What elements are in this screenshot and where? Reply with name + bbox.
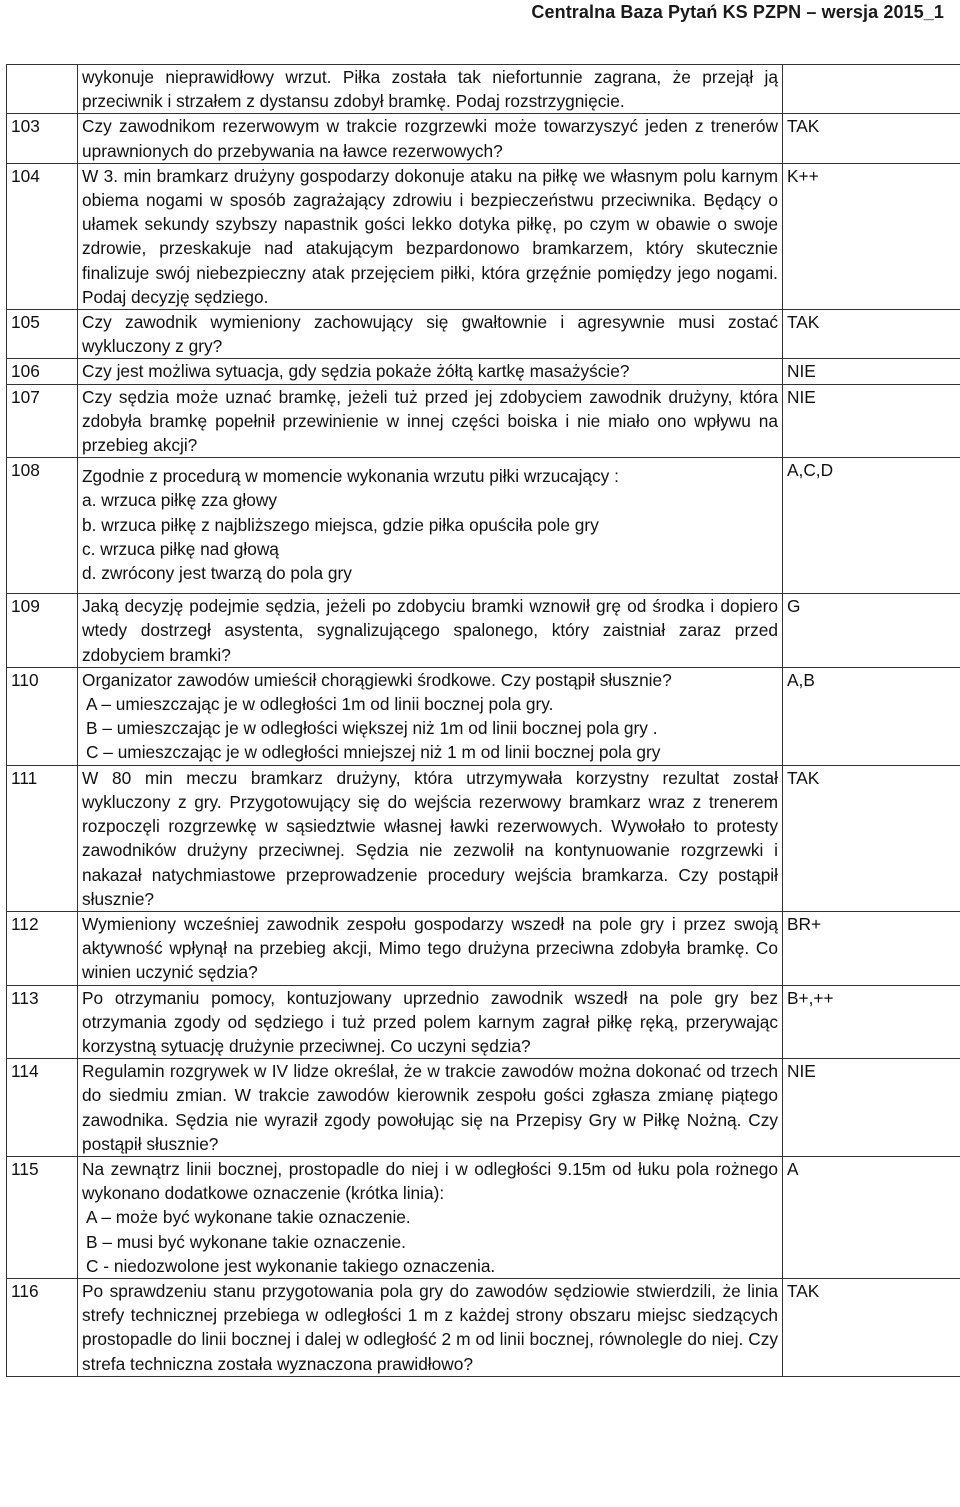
question-answer: A,B [783, 667, 960, 765]
answer-option: a. wrzuca piłkę zza głowy [82, 490, 277, 511]
question-answer: TAK [783, 1278, 960, 1376]
question-answer: BR+ [783, 911, 960, 985]
question-answer: A,C,D [783, 458, 960, 594]
answer-option: A – może być wykonane takie oznaczenie. [86, 1207, 411, 1228]
question-text [78, 458, 783, 594]
question-number: 105 [7, 310, 78, 359]
question-number: 115 [7, 1156, 78, 1278]
table-row [7, 359, 960, 384]
table-row [7, 985, 960, 1059]
table-row [7, 1059, 960, 1157]
question-text: Czy sędzia może uznać bramkę, jeżeli tuż przed jej zdobyciem zawodnik drużyny, która zdobyła bramkę popełnił przewinienie w innej części boiska i nie miało ono wpływu na przebieg akcji? [78, 384, 783, 458]
question-stem: Na zewnątrz linii bocznej, prostopadle do niej i w odległości 9.15m od łuku pola rożnego wykonano dodatkowe oznaczenie (krótka linia): [82, 1158, 778, 1204]
answer-option: b. wrzuca piłkę z najbliższego miejsca, gdzie piłka opuściła pole gry [82, 514, 599, 535]
question-answer: NIE [783, 384, 960, 458]
question-text: Jaką decyzję podejmie sędzia, jeżeli po zdobyciu bramki wznowił grę od środka i dopiero wtedy dostrzegł asystenta, sygnalizującego spalonego, który zaistniał zaraz przed zdobyciem bramki? [78, 594, 783, 668]
question-text: Czy jest możliwa sytuacja, gdy sędzia pokaże żółtą kartkę masażyście? [78, 359, 783, 384]
answer-option: c. wrzuca piłkę nad głową [82, 538, 279, 559]
question-text: Czy zawodnikom rezerwowym w trakcie rozgrzewki może towarzyszyć jeden z trenerów uprawnionych do przebywania na ławce rezerwowych? [78, 114, 783, 163]
question-text: W 3. min bramkarz drużyny gospodarzy dokonuje ataku na piłkę we własnym polu karnym obiema nogami w sposób zagrażający zdrowiu i bezpieczeństwu przeciwnika. Będący o ułamek sekundy szybszy napastnik gości lekko dotyka piłkę, po czym w obawie o swoje zdrowie, przeskakuje nad atakującym bezpardonowo bramkarzem, który skutecznie finalizuje swój niebezpieczny atak przejęciem piłki, która grzęźnie pomiędzy jego nogami. Podaj decyzję sędziego. [78, 163, 783, 309]
question-number: 114 [7, 1059, 78, 1157]
table-row [7, 667, 960, 765]
question-answer: K++ [783, 163, 960, 309]
question-answer: NIE [783, 1059, 960, 1157]
table-row [7, 458, 960, 594]
question-answer: TAK [783, 765, 960, 911]
question-answer: A [783, 1156, 960, 1278]
question-text [78, 1156, 783, 1278]
table-row [7, 65, 960, 114]
question-number: 111 [7, 765, 78, 911]
question-text: Po otrzymaniu pomocy, kontuzjowany uprzednio zawodnik wszedł na pole gry bez otrzymania zgody od sędziego i tuż przed polem karnym zagrał piłkę ręką, przerywając korzystną sytuację drużynie przeciwnej. Co uczyni sędzia? [78, 985, 783, 1059]
answer-option: B – umieszczając je w odległości większej niż 1m od linii bocznej pola gry . [86, 718, 658, 739]
question-answer: NIE [783, 359, 960, 384]
answer-option: d. zwrócony jest twarzą do pola gry [82, 563, 352, 584]
page-header-title: Centralna Baza Pytań KS PZPN – wersja 2015_1 [531, 2, 944, 22]
answer-option: B – musi być wykonane takie oznaczenie. [86, 1231, 406, 1252]
question-number: 103 [7, 114, 78, 163]
question-number: 116 [7, 1278, 78, 1376]
question-answer: B+,++ [783, 985, 960, 1059]
question-number: 104 [7, 163, 78, 309]
table-row [7, 310, 960, 359]
question-text: Wymieniony wcześniej zawodnik zespołu gospodarzy wszedł na pole gry i przez swoją aktywność wpłynął na przebieg akcji, Mimo tego drużyna przeciwna zdobyła bramkę. Co winien uczynić sędzia? [78, 911, 783, 985]
question-number: 112 [7, 911, 78, 985]
table-row [7, 114, 960, 163]
answer-option: C – umieszczając je w odległości mniejszej niż 1 m od linii bocznej pola gry [86, 742, 661, 763]
question-number [7, 65, 78, 114]
table-row [7, 765, 960, 911]
table-row [7, 163, 960, 309]
question-text: W 80 min meczu bramkarz drużyny, która utrzymywała korzystny rezultat został wykluczony z gry. Przygotowujący się do wejścia rezerwowy bramkarz wraz z trenerem rozpoczęli rozgrzewkę w sąsiedztwie własnej ławki rezerwowych. Wywołało to protesty zawodników drużyny przeciwnej. Sędzia nie zezwolił na kontynuowanie rozgrzewki i nakazał natychmiastowe przeprowadzenie procedury wejścia bramkarza. Czy postąpił słusznie? [78, 765, 783, 911]
question-text: Regulamin rozgrywek w IV lidze określał, że w trakcie zawodów można dokonać od trzech do siedmiu zmian. W trakcie zawodów kierownik zespołu gości zgłasza zmianę piątego zawodnika. Sędzia nie wyraził zgody powołując się na Przepisy Gry w Piłkę Nożną. Czy postąpił słusznie? [78, 1059, 783, 1157]
question-number: 110 [7, 667, 78, 765]
table-row [7, 1156, 960, 1278]
questions-table [6, 64, 960, 1377]
question-stem: Organizator zawodów umieścił chorągiewki środkowe. Czy postąpił słusznie? [82, 669, 672, 690]
question-number: 113 [7, 985, 78, 1059]
answer-option: A – umieszczając je w odległości 1m od linii bocznej pola gry. [86, 694, 554, 715]
question-number: 108 [7, 458, 78, 594]
question-answer: TAK [783, 114, 960, 163]
question-number: 106 [7, 359, 78, 384]
table-row [7, 384, 960, 458]
question-text: Czy zawodnik wymieniony zachowujący się gwałtownie i agresywnie musi zostać wykluczony z gry? [78, 310, 783, 359]
question-number: 107 [7, 384, 78, 458]
question-text [78, 667, 783, 765]
table-row [7, 911, 960, 985]
question-answer: G [783, 594, 960, 668]
question-answer: TAK [783, 310, 960, 359]
answer-option: C - niedozwolone jest wykonanie takiego oznaczenia. [86, 1255, 496, 1276]
question-text: Po sprawdzeniu stanu przygotowania pola gry do zawodów sędziowie stwierdzili, że linia strefy technicznej przebiega w odległości 1 m z każdej strony obszaru miejsc siedzących prostopadle do linii bocznej i dalej w odległość 2 m od linii bocznej, równolegle do niej. Czy strefa techniczna została wyznaczona prawidłowo? [78, 1278, 783, 1376]
question-number: 109 [7, 594, 78, 668]
question-text: wykonuje nieprawidłowy wrzut. Piłka została tak niefortunnie zagrana, że przejął ją przeciwnik i strzałem z dystansu zdobył bramkę. Podaj rozstrzygnięcie. [78, 65, 783, 114]
table-row [7, 594, 960, 668]
question-answer [783, 65, 960, 114]
table-row [7, 1278, 960, 1376]
question-stem: Zgodnie z procedurą w momencie wykonania wrzutu piłki wrzucający : [82, 466, 619, 487]
